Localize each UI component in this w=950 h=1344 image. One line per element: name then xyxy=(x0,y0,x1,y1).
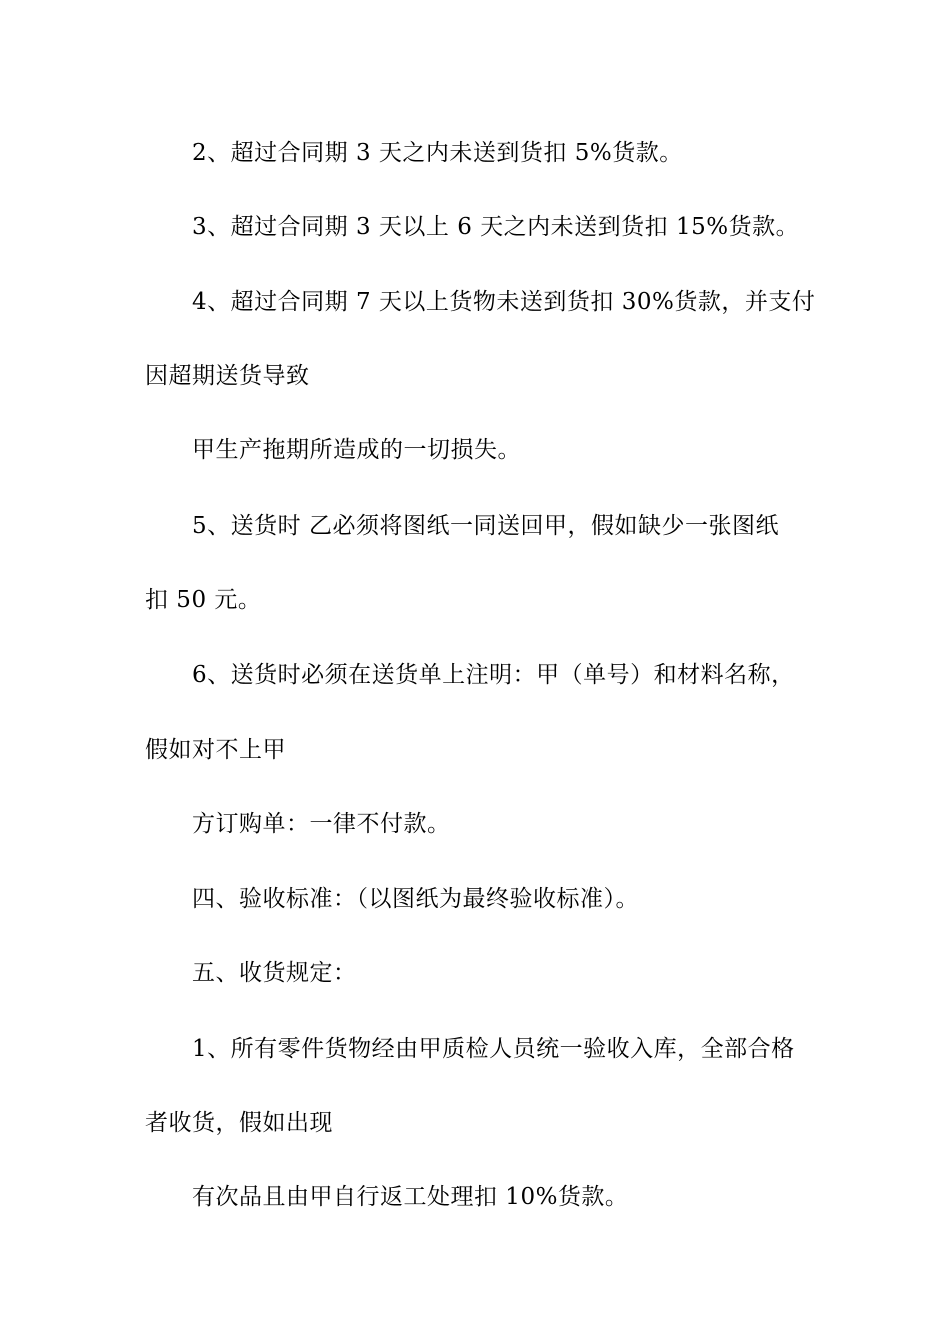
paragraph-line: 2、超过合同期 3 天之内未送到货扣 5%货款。 xyxy=(192,140,683,166)
paragraph-line: 假如对不上甲 xyxy=(145,737,286,763)
paragraph-line: 5、送货时 乙必须将图纸一同送回甲，假如缺少一张图纸 xyxy=(192,513,779,539)
paragraph-line: 因超期送货导致 xyxy=(145,363,310,389)
paragraph-line: 方订购单：一律不付款。 xyxy=(192,811,451,837)
paragraph-line: 1、所有零件货物经由甲质检人员统一验收入库，全部合格 xyxy=(192,1036,795,1062)
paragraph-line: 者收货，假如出现 xyxy=(145,1110,333,1136)
paragraph-line: 6、送货时必须在送货单上注明：甲（单号）和材料名称， xyxy=(192,662,795,688)
section-heading: 四、验收标准：（以图纸为最终验收标准）。 xyxy=(192,886,639,912)
section-heading: 五、收货规定： xyxy=(192,960,357,986)
paragraph-line: 有次品且由甲自行返工处理扣 10%货款。 xyxy=(192,1184,629,1210)
paragraph-line: 4、超过合同期 7 天以上货物未送到货扣 30%货款，并支付 xyxy=(192,289,816,315)
paragraph-line: 甲生产拖期所造成的一切损失。 xyxy=(192,437,521,463)
paragraph-line: 3、超过合同期 3 天以上 6 天之内未送到货扣 15%货款。 xyxy=(192,214,800,240)
paragraph-line: 扣 50 元。 xyxy=(145,587,262,613)
